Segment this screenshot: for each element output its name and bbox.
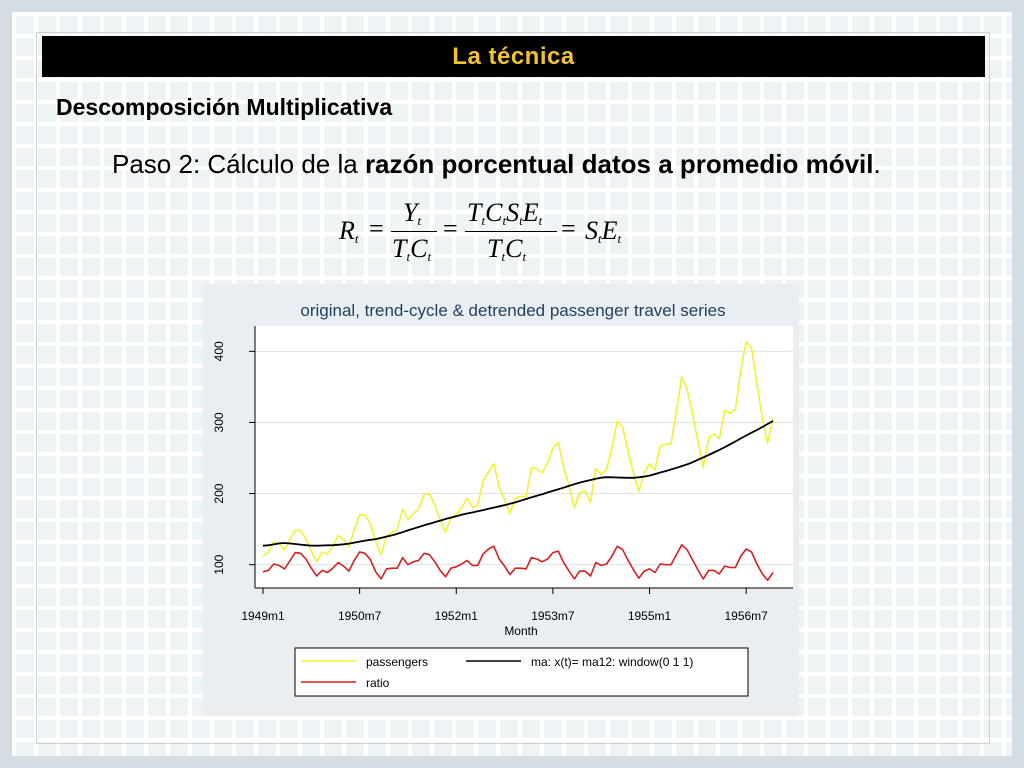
formula-r: $R_t$ — [339, 216, 359, 246]
formula-eq-1: = — [369, 214, 384, 243]
formula-num-1: $Y_t$ — [403, 198, 422, 228]
chart-panel — [203, 284, 799, 716]
banner-title: La técnica — [452, 42, 575, 70]
step-bold-1: razón porcentual datos a promedio — [364, 149, 799, 179]
formula-eq-3: = — [561, 214, 576, 243]
ratio-formula — [335, 198, 655, 270]
legend-label-ratio: ratio — [366, 676, 390, 690]
x-axis-label: Month — [504, 624, 538, 638]
y-tick-label: 100 — [212, 554, 226, 575]
y-tick-label: 400 — [212, 341, 226, 362]
formula-num-2: $T_tC_tS_tE_t$ — [467, 198, 543, 228]
y-tick-label: 200 — [212, 483, 226, 504]
x-tick-label: 1956m7 — [724, 609, 768, 623]
x-tick-label: 1950m7 — [337, 609, 382, 623]
section-banner — [42, 36, 985, 77]
formula-den-1: $T_tC_t$ — [392, 234, 432, 264]
chart-title: original, trend-cycle & detrended passenger travel series — [300, 301, 726, 320]
fraction-bar-1 — [391, 231, 437, 232]
y-tick-label: 300 — [212, 412, 226, 433]
x-tick-label: 1949m1 — [241, 609, 285, 623]
formula-den-2: $T_tC_t$ — [487, 234, 527, 264]
step-bold-2: móvil — [805, 149, 874, 179]
legend-label-trend: ma: x(t)= ma12: window(0 1 1) — [531, 655, 694, 669]
step-text — [112, 148, 892, 181]
plot-area — [255, 326, 793, 588]
formula-result: $S_tE_t$ — [585, 216, 622, 246]
step-prefix: Paso 2: Cálculo de la — [112, 149, 365, 179]
passenger-chart — [203, 284, 799, 716]
x-tick-label: 1955m1 — [627, 609, 672, 623]
x-tick-label: 1953m7 — [531, 609, 575, 623]
x-tick-label: 1952m1 — [434, 609, 478, 623]
legend — [295, 648, 748, 696]
slide-heading: Descomposición Multiplicativa — [56, 94, 393, 120]
legend-label-passengers: passengers — [366, 655, 429, 669]
step-suffix: . — [873, 149, 881, 179]
formula-eq-2: = — [443, 214, 458, 243]
fraction-bar-2 — [465, 231, 557, 232]
